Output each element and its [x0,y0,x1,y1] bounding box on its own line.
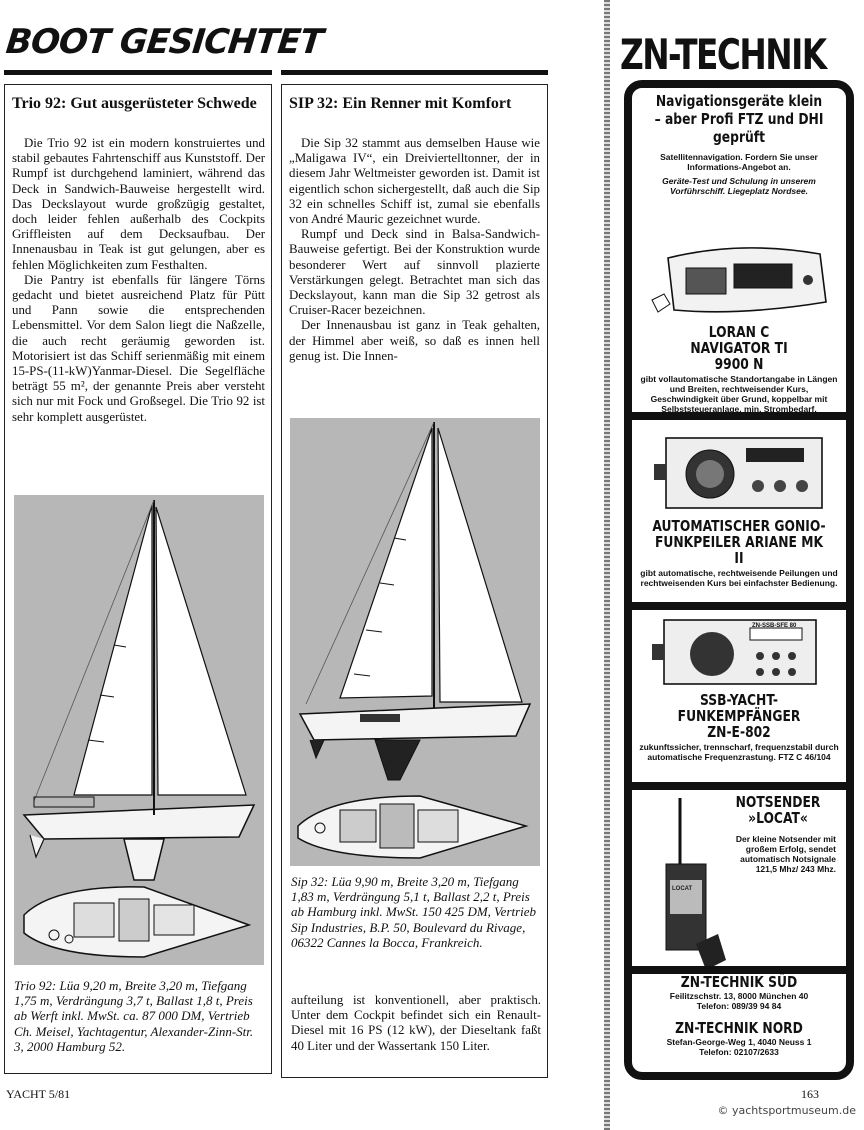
product-name: LORAN C NAVIGATOR TI 9900 N [690,323,788,373]
paragraph: Der Innenausbau ist ganz in Teak gehalten, der Himmel aber weiß, so daß es innen hell genug ist. Die Innen- [289,318,540,363]
ad-brand-logo: ZN-TECHNIK [620,30,826,79]
divider [632,782,846,792]
issue-label: YACHT 5/81 [6,1087,71,1101]
divider [632,602,846,612]
product-name: SSB-YACHT-FUNKEMPFÄNGER ZN-E-802 [677,691,801,741]
office-sued [632,974,846,1011]
caption-sip32: Sip 32: Lüa 9,90 m, Breite 3,20 m, Tiefgang 1,83 m, Verdrängung 5,1 t, Ballast 2,2 t, Preis ab Hamburg inkl. MwSt. 150 425 DM, Vertrieb Sip Industries, B.P. 50, Boulevard du Rivage, 06322 Cannes la Bocca, Frankreich. [291,874,537,950]
ad-test-note: Geräte-Test und Schulung in unserem Vorführschiff. Liegeplatz Nordsee. [662,176,816,196]
article-continuation-sip32 [291,993,541,1054]
product-loran [632,324,846,414]
ssb-receiver-icon [650,616,830,690]
product-desc: Der kleine Notsender mit großem Erfolg, sendet automatisch Notsignale 121,5 Mhz/ 243 Mhz. [735,834,836,874]
loran-device-icon [650,240,830,320]
caption-trio92: Trio 92: Lüa 9,20 m, Breite 3,20 m, Tiefgang 1,75 m, Verdrängung 3,7 t, Ballast 1,8 t, Preis ab Werft inkl. MwSt. ca. 87 000 DM, Vertrieb Ch. Meisel, Yachtagentur, Alexander-Zinn-Str. 3, 2000 Hamburg 52. [14,978,254,1054]
sailboat-sideview-icon [290,418,540,866]
ad-intro: Satellitennavigation. Fordern Sie unser Informations-Angebot an. [660,152,818,172]
office-name: ZN-TECHNIK SÜD [680,973,798,991]
product-name: AUTOMATISCHER GONIO-FUNKPEILER ARIANE MK II [652,517,826,567]
rule-left [4,70,272,75]
zn-technik-ad [618,0,864,1080]
trio92-drawing [14,495,264,965]
paragraph: Rumpf und Deck sind in Balsa-Sandwich-Bauweise gefertigt. Bei der Konstruktion wurde besonderer Wert auf sinnvoll plazierte Verstärkungen gelegt. Betrachtet man sich das Deckslayout, kann man die Sip 32 getrost als Cruiser-Racer bezeichnen. [289,227,540,318]
locat-label: LOCAT [672,886,693,892]
ad-headline: Navigationsgeräte klein – aber Profi FTZ und DHI geprüft [654,92,824,146]
product-gonio [632,518,846,588]
paragraph: aufteilung ist konventionell, aber praktisch. Unter dem Cockpit befindet sich ein Renault-Diesel mit 16 PS (12 kW), der Dieseltank faßt 40 Liter und der Wassertank 150 Liter. [291,993,541,1053]
article-body-trio92 [12,136,265,425]
product-desc: zukunftssicher, trennscharf, frequenzstabil durch automatische Frequenzrastung. FTZ C 46/104 [639,742,839,762]
office-name: ZN-TECHNIK NORD [675,1019,803,1037]
product-desc: gibt vollautomatische Standortangabe in Längen und Breiten, rechtweisender Kurs, Geschwindigkeit über Grund, koppelbar mit Selbststeueranlage, min. Strombedarf. [640,374,838,414]
product-ssb [632,692,846,762]
sip32-drawing [290,418,540,866]
divider [632,412,846,422]
rule-mid [281,70,548,75]
product-name: NOTSENDER »LOCAT« [735,793,821,827]
office-phone: Telefon: 089/39 94 84 [696,1001,782,1011]
section-title: BOOT GESICHTET [4,22,325,62]
office-nord [632,1020,846,1057]
article-body-sip32 [289,136,540,364]
watermark: © yachtsportmuseum.de [717,1104,856,1117]
article-title-trio92: Trio 92: Gut ausgerüsteter Schwede [12,95,257,112]
article-title-sip32: SIP 32: Ein Renner mit Komfort [289,95,512,112]
device-label: ZN-SSB-SFE 80 [752,623,797,629]
office-address: Stefan-George-Weg 1, 4040 Neuss 1 [666,1037,812,1047]
office-phone: Telefon: 02107/2633 [699,1047,779,1057]
sailboat-sideview-icon [14,495,264,965]
radio-direction-finder-icon [654,430,834,514]
product-locat [712,794,844,874]
paragraph: Die Pantry ist ebenfalls für längere Törns gedacht und bietet ausreichend Platz für Pütt und Pann sowie die entsprechenden Lebensmittel. Vor dem Salon liegt die Naßzelle, die auch recht geräumig geworden ist. Motorisiert ist das Schiff serienmäßig mit einem 15-PS-(11-kW)Yanmar-Diesel. Die Segelfläche beträgt 55 m², der genannte Preis aber versteht sich nur mit Fock und Großsegel. Die Trio 92 ist sehr komplett ausgerüstet. [12,272,265,424]
product-desc: gibt automatische, rechtweisende Peilungen und rechtweisenden Kurs bei einfachster Bedienung. [640,568,838,588]
paragraph: Die Sip 32 stammt aus demselben Hause wie „Maligawa IV“, ein Dreiviertelltonner, der in diesem Jahr Weltmeister geworden ist. Damit ist eigentlich schon sichergestellt, daß auch die Sip 32 ein schnelles Schiff ist, zumal sie ebenfalls von André Mauric gezeichnet wurde. [289,136,540,227]
paragraph: Die Trio 92 ist ein modern konstruiertes und stabil gebautes Fahrtenschiff aus Kunststoff. Der Rumpf ist durchgehend laminiert, während das Deck in Sandwich-Bauweise hergestellt wird. Das Deckslayout wurde großzügig gestaltet, doch leider fehlen außerhalb des Cockpits Griffleisten auf dem Decksaufbau. Der Innenausbau in Teak ist gut gelungen, aber es fehlen Möglichkeiten zum Festhalten. [12,136,265,272]
ad-panel [624,80,854,1080]
page-gutter [604,0,610,1130]
ad-headline-block [632,92,846,196]
page-number: 163 [801,1087,819,1101]
office-address: Feilitzschstr. 13, 8000 München 40 [669,991,809,1001]
